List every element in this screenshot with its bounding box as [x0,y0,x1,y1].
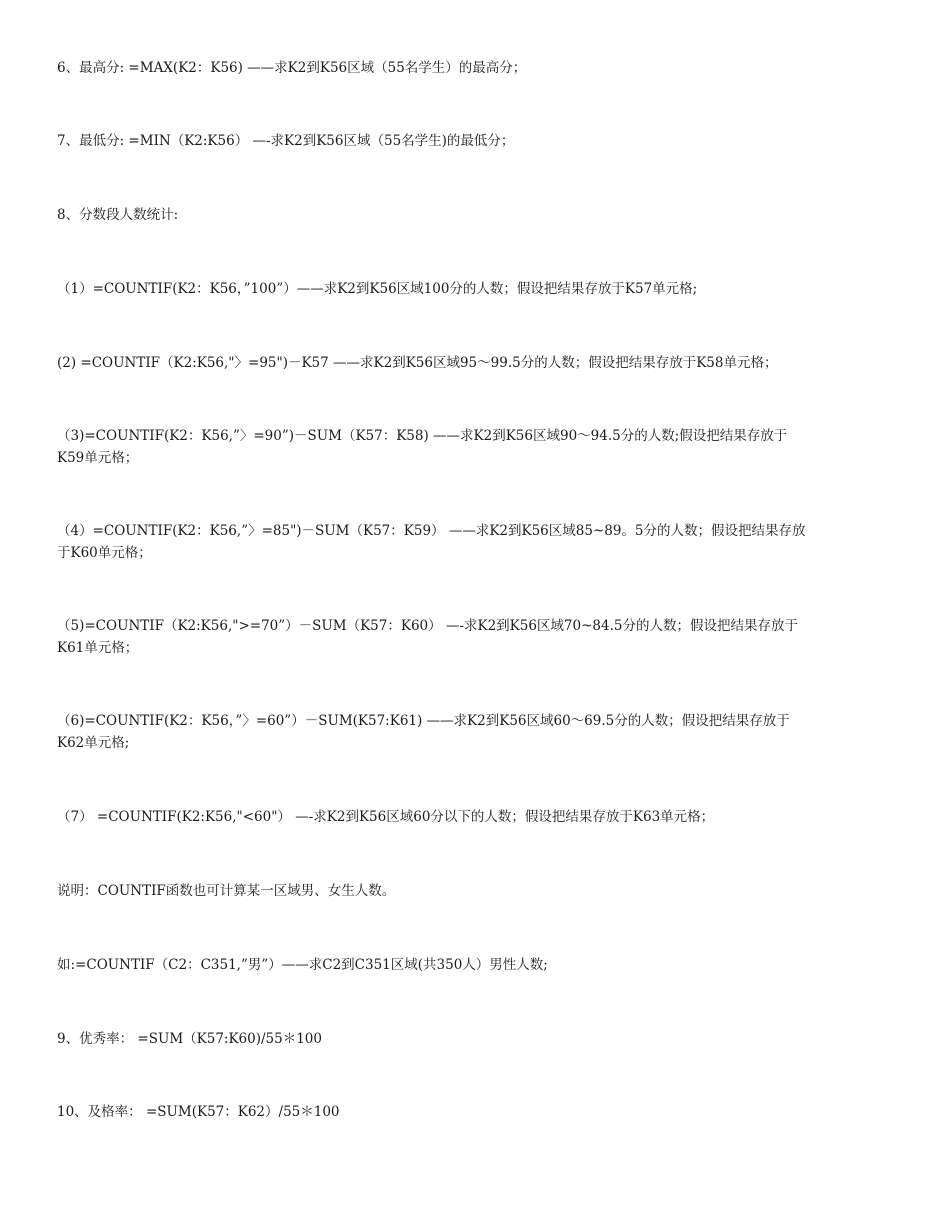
paragraph-countif-3 [57,425,907,469]
paragraph-gender-example [57,954,907,976]
text-line: （6)=COUNTIF(K2：K56，”〉=60”）－SUM(K57:K61) ——求K2到K56区域60～69.5分的人数；假设把结果存放于 [57,713,790,729]
paragraph-countif-4 [57,520,907,564]
paragraph-pass-rate [57,1101,907,1123]
text-line: 7、最低分: =MIN（K2:K56） —-求K2到K56区域（55名学生)的最低分； [57,133,515,149]
text-line: 8、分数段人数统计: [57,207,179,223]
text-line: 9、优秀率： =SUM（K57:K60)/55＊100 [57,1031,322,1047]
text-line: (2) =COUNTIF（K2:K56,"〉=95")－K57 ——求K2到K56区域95～99.5分的人数；假设把结果存放于K58单元格； [57,355,778,371]
text-line: 说明：COUNTIF函数也可计算某一区域男、女生人数。 [57,883,396,899]
paragraph-countif-5 [57,615,907,659]
paragraph-score-range-heading [57,204,907,226]
text-line: 10、及格率： =SUM(K57：K62）/55＊100 [57,1104,340,1120]
text-line: 于K60单元格； [57,545,152,561]
paragraph-note [57,880,907,902]
paragraph-excellence-rate [57,1028,907,1050]
text-line: （1）=COUNTIF(K2：K56，”100”）——求K2到K56区域100分的人数；假设把结果存放于K57单元格; [57,281,698,297]
text-line: （4）=COUNTIF(K2：K56,”〉=85")－SUM（K57：K59） ——求K2到K56区域85~89。5分的人数；假设把结果存放 [57,523,806,539]
text-line: （5)=COUNTIF（K2:K56,">=70”）－SUM（K57：K60） —-求K2到K56区域70~84.5分的人数；假设把结果存放于 [57,618,798,634]
paragraph-countif-6 [57,710,907,754]
paragraph-countif-1 [57,278,907,300]
paragraph-countif-7 [57,806,907,828]
paragraph-max-score [57,57,907,79]
text-line: （7） =COUNTIF(K2:K56,"<60"） —-求K2到K56区域60分以下的人数；假设把结果存放于K63单元格； [57,809,715,825]
text-line: 6、最高分: =MAX(K2：K56) ——求K2到K56区域（55名学生）的最高分； [57,60,527,76]
text-line: 如:=COUNTIF（C2：C351,”男”）——求C2到C351区域(共350人）男性人数; [57,957,548,973]
paragraph-min-score [57,130,907,152]
text-line: K59单元格； [57,450,139,466]
text-line: （3)=COUNTIF(K2：K56,”〉=90”)－SUM（K57：K58) ——求K2到K56区域90～94.5分的人数;假设把结果存放于 [57,428,788,444]
text-line: K61单元格； [57,640,139,656]
text-line: K62单元格; [57,735,130,751]
paragraph-countif-2 [57,352,907,374]
